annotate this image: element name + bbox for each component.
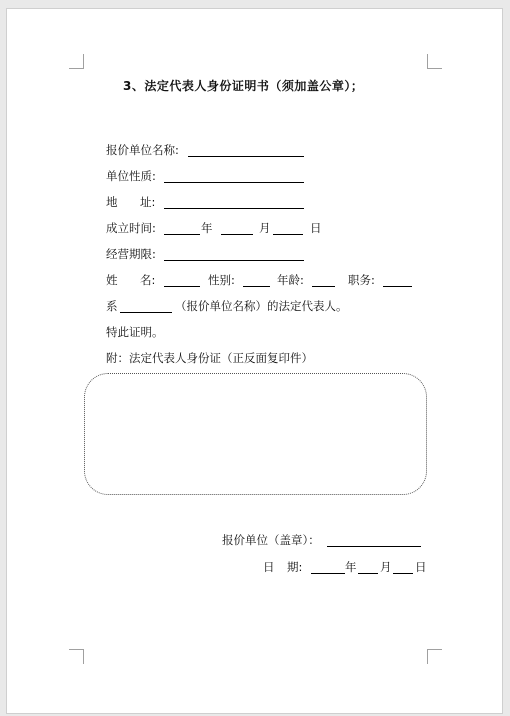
gender-blank[interactable] (243, 286, 270, 287)
crop-mark-top-right (427, 54, 442, 69)
position-label: 职务: (348, 273, 375, 287)
address-label-part2: 址: (140, 195, 156, 209)
name-label-part2: 名: (140, 273, 156, 287)
address-label-part1: 地 (106, 195, 118, 209)
position-blank[interactable] (383, 286, 412, 287)
bidder-name-blank[interactable] (188, 156, 304, 157)
attachment-note: 附：法定代表人身份证（正反面复印件） (106, 351, 313, 365)
relation-prefix: 系 (106, 299, 118, 313)
seal-blank[interactable] (327, 546, 421, 547)
name-label-part1: 姓 (106, 273, 118, 287)
established-year-blank[interactable] (164, 234, 200, 235)
date-label-part1: 日 (263, 560, 275, 574)
established-month-blank[interactable] (221, 234, 253, 235)
name-blank[interactable] (164, 286, 200, 287)
date-label-part2: 期: (287, 560, 303, 574)
established-year-unit: 年 (201, 221, 213, 235)
date-year-blank[interactable] (311, 573, 345, 574)
seal-label: 报价单位（盖章）： (222, 533, 320, 547)
date-day-unit: 日 (415, 560, 427, 574)
established-day-unit: 日 (310, 221, 322, 235)
established-label: 成立时间: (106, 221, 156, 235)
term-label: 经营期限: (106, 247, 156, 261)
established-month-unit: 月 (259, 221, 271, 235)
relation-name-blank[interactable] (120, 312, 172, 313)
term-blank[interactable] (164, 260, 304, 261)
age-label: 年龄: (277, 273, 304, 287)
document-title: 3、法定代表人身份证明书（须加盖公章）； (123, 79, 364, 93)
document-page (6, 8, 503, 714)
unit-nature-label: 单位性质: (106, 169, 156, 183)
unit-nature-blank[interactable] (164, 182, 304, 183)
date-day-blank[interactable] (393, 573, 413, 574)
address-blank[interactable] (164, 208, 304, 209)
date-month-blank[interactable] (358, 573, 378, 574)
id-card-attachment-area (84, 373, 427, 495)
established-day-blank[interactable] (273, 234, 303, 235)
date-month-unit: 月 (380, 560, 392, 574)
certify-text: 特此证明。 (106, 325, 164, 339)
crop-mark-bottom-left (69, 649, 84, 664)
relation-suffix: （报价单位名称）的法定代表人。 (175, 299, 348, 313)
bidder-name-label: 报价单位名称: (106, 143, 179, 157)
crop-mark-bottom-right (427, 649, 442, 664)
date-year-unit: 年 (345, 560, 357, 574)
crop-mark-top-left (69, 54, 84, 69)
age-blank[interactable] (312, 286, 335, 287)
gender-label: 性别: (208, 273, 235, 287)
